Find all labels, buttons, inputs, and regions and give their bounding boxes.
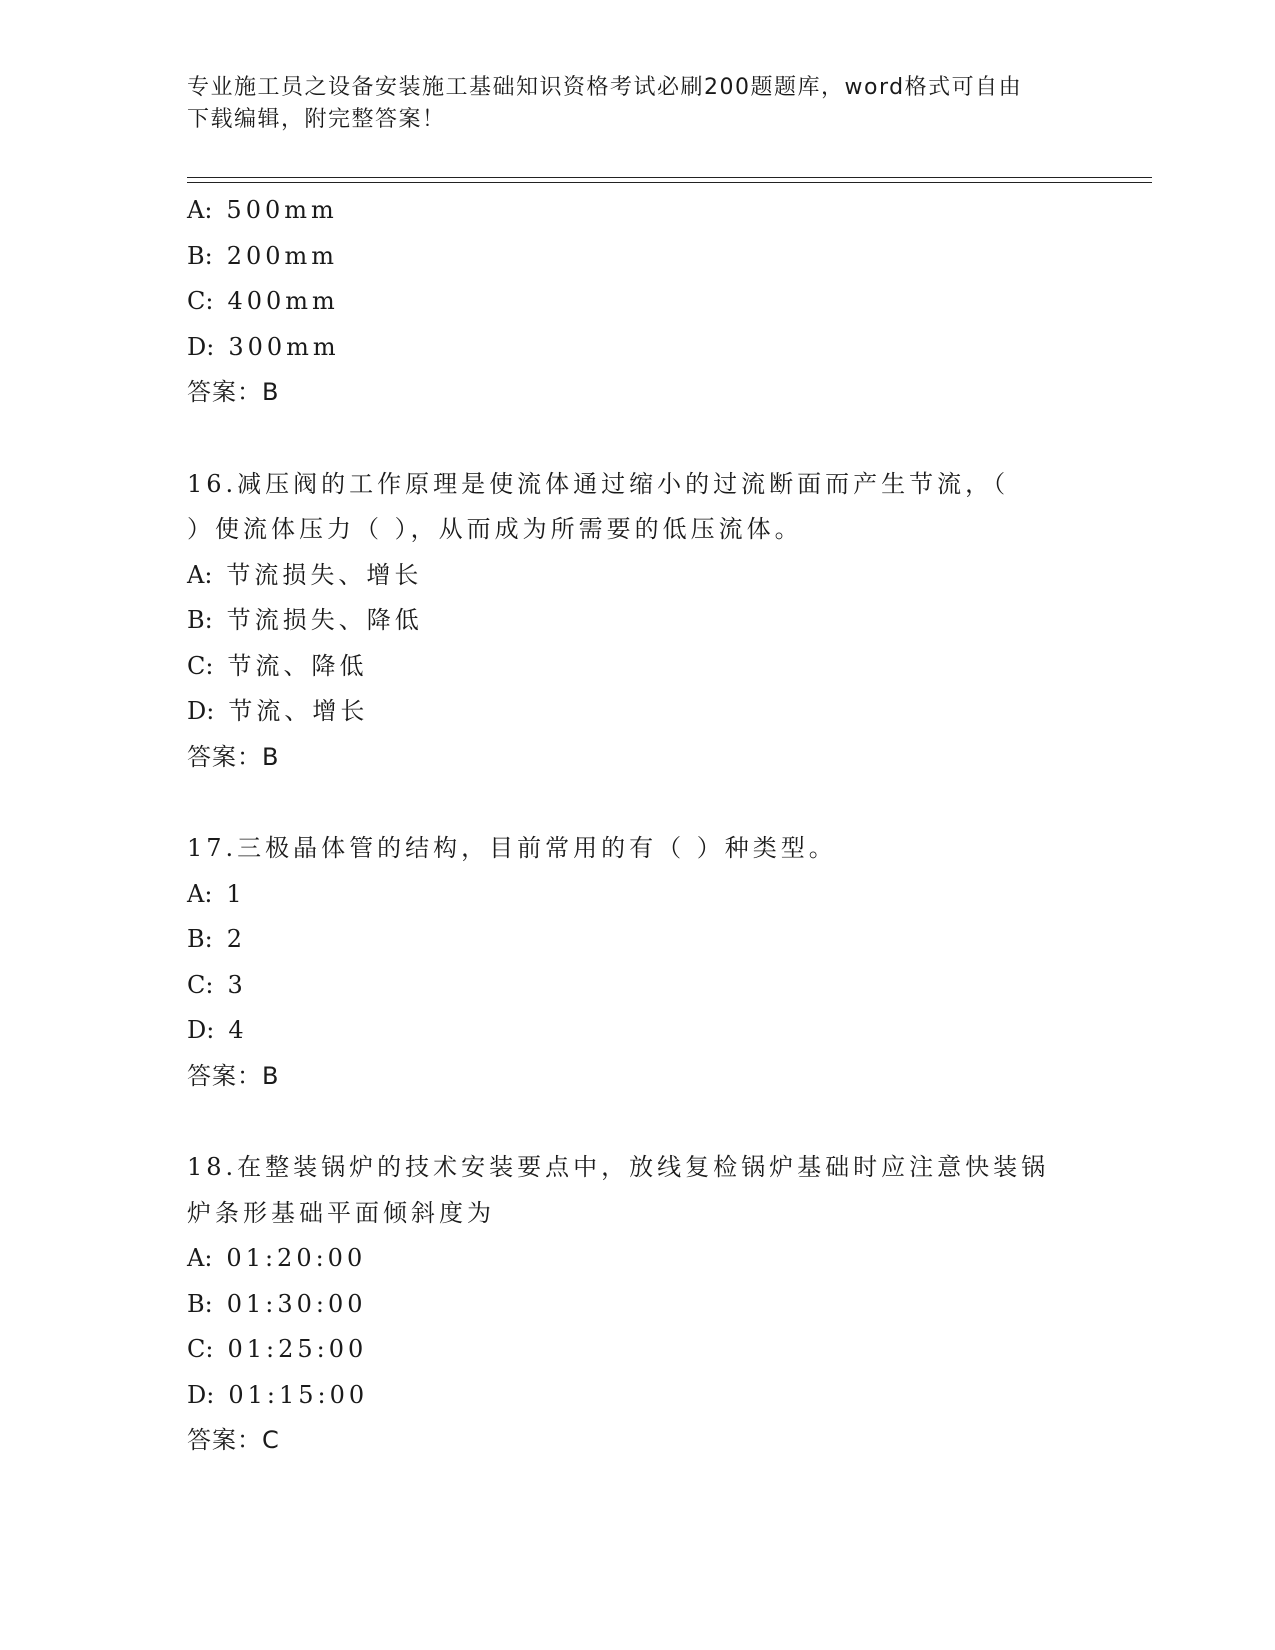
option-d — [187, 1373, 1127, 1419]
option-label: D: — [187, 1380, 215, 1409]
option-d — [187, 1008, 1127, 1054]
option-text: 3 — [227, 970, 247, 999]
answer: 答案：B — [187, 1061, 280, 1090]
option-b — [187, 1282, 1127, 1328]
option-text: 01:25:00 — [227, 1335, 368, 1363]
option-c — [187, 279, 1127, 325]
spacer — [187, 1099, 1127, 1145]
option-label: D: — [187, 697, 215, 725]
question-stem-cont: 炉条形基础平面倾斜度为 — [187, 1198, 495, 1227]
question-stem: 16.减压阀的工作原理是使流体通过缩小的过流断面而产生节流，（ — [187, 469, 1010, 498]
header-rule-bottom — [187, 182, 1152, 183]
option-a — [187, 1236, 1127, 1282]
option-label: B: — [187, 1289, 213, 1318]
option-text: 节流损失、增长 — [226, 560, 423, 589]
question-17 — [187, 826, 1127, 1099]
option-text: 节流、增长 — [228, 697, 369, 725]
option-label: D: — [187, 1016, 215, 1044]
option-label: B: — [187, 241, 213, 270]
question-stem-cont: ）使流体压力（ ），从而成为所需要的低压流体。 — [187, 515, 803, 543]
option-label: C: — [187, 970, 214, 999]
question-stem: 18.在整装锅炉的技术安装要点中，放线复检锅炉基础时应注意快装锅 — [187, 1153, 1050, 1181]
option-text: 4 — [228, 1016, 248, 1044]
option-label: B: — [187, 925, 213, 953]
question-list — [187, 188, 1127, 1464]
option-label: A: — [187, 1244, 213, 1272]
option-text: 2 — [226, 925, 247, 953]
option-text: 01:30:00 — [226, 1289, 367, 1318]
document-header — [187, 72, 1067, 136]
option-label: A: — [187, 196, 213, 224]
option-text: 300mm — [228, 332, 340, 361]
option-d — [187, 689, 1127, 735]
option-text: 1 — [226, 879, 246, 908]
answer: 答案：B — [187, 378, 280, 406]
option-text: 500mm — [226, 196, 338, 224]
option-label: A: — [187, 879, 213, 908]
option-b — [187, 598, 1127, 644]
question-18 — [187, 1145, 1127, 1464]
option-text: 节流损失、降低 — [226, 606, 423, 634]
option-b — [187, 917, 1127, 963]
option-text: 400mm — [227, 287, 339, 315]
answer: 答案：C — [187, 1426, 280, 1454]
option-label: C: — [187, 287, 214, 315]
question-15 — [187, 188, 1127, 416]
question-16 — [187, 462, 1127, 781]
answer: 答案：B — [187, 742, 280, 771]
option-label: C: — [187, 1335, 214, 1363]
option-a — [187, 188, 1127, 234]
option-text: 200mm — [226, 241, 339, 270]
question-stem: 17.三极晶体管的结构，目前常用的有（ ）种类型。 — [187, 834, 837, 862]
option-label: A: — [187, 560, 213, 589]
header-rule-top — [187, 177, 1152, 178]
header-line-2: 下载编辑，附完整答案！ — [187, 107, 446, 132]
option-label: B: — [187, 606, 213, 634]
option-a — [187, 553, 1127, 599]
option-d — [187, 325, 1127, 371]
option-label: C: — [187, 651, 214, 680]
option-label: D: — [187, 332, 215, 361]
spacer — [187, 780, 1127, 826]
option-c — [187, 644, 1127, 690]
option-b — [187, 234, 1127, 280]
option-c — [187, 1327, 1127, 1373]
spacer — [187, 416, 1127, 462]
option-text: 01:20:00 — [226, 1244, 367, 1272]
header-line-1: 专业施工员之设备安装施工基础知识资格考试必刷200题题库，word格式可自由 — [187, 75, 1023, 100]
option-a — [187, 872, 1127, 918]
option-c — [187, 963, 1127, 1009]
option-text: 节流、降低 — [227, 651, 368, 680]
option-text: 01:15:00 — [228, 1380, 369, 1409]
